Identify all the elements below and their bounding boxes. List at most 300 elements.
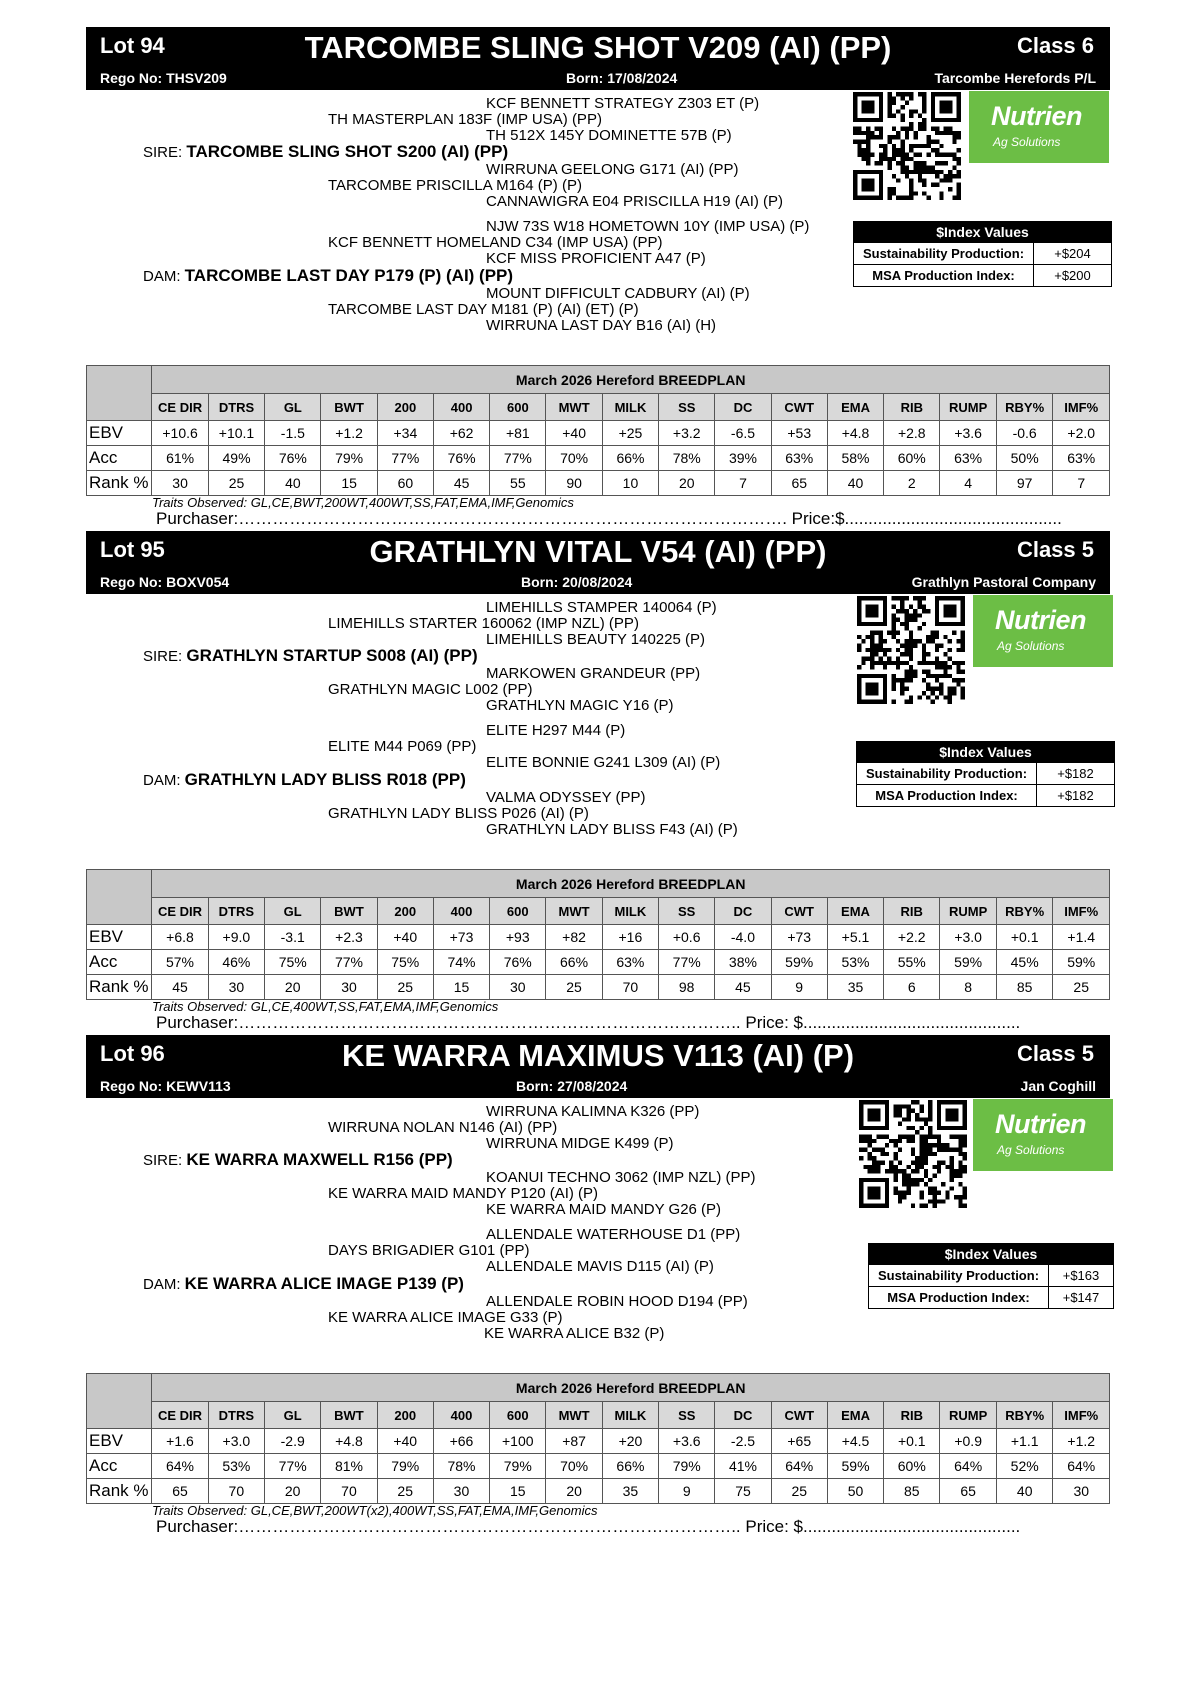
table-title: March 2026 Hereford BREEDPLAN [152, 870, 1110, 898]
column-header: RIB [884, 898, 940, 925]
column-header: DTRS [208, 898, 264, 925]
traits-observed: Traits Observed: GL,CE,BWT,200WT(x2),400WT,SS,FAT,EMA,IMF,Genomics [152, 1503, 598, 1518]
table-cell: 77% [265, 1454, 321, 1479]
column-header: MWT [546, 394, 602, 421]
table-cell: 64% [771, 1454, 827, 1479]
table-cell: 30 [490, 975, 546, 1000]
table-cell: 40 [827, 471, 883, 496]
row-label: Acc [87, 950, 152, 975]
table-cell: +0.1 [996, 925, 1053, 950]
table-corner [87, 1374, 152, 1429]
table-row [87, 950, 1110, 975]
logo-tagline: Ag Solutions [997, 639, 1065, 653]
table-cell: -4.0 [715, 925, 771, 950]
birth-date: Born: 17/08/2024 [566, 70, 678, 86]
table-cell: 25 [208, 471, 264, 496]
pedigree-sire-gg2: WIRRUNA MIDGE K499 (P) [486, 1135, 674, 1152]
lot-number: Lot 94 [100, 33, 165, 58]
table-cell: 30 [1053, 1479, 1110, 1504]
table-cell: +0.6 [659, 925, 715, 950]
table-cell: 64% [152, 1454, 208, 1479]
table-cell: 9 [771, 975, 827, 1000]
pedigree-sire-gg4: GRATHLYN MAGIC Y16 (P) [486, 697, 674, 714]
table-cell: 79% [490, 1454, 546, 1479]
index-row-sustainability [869, 1264, 1113, 1286]
lot-header [86, 27, 1110, 90]
traits-observed: Traits Observed: GL,CE,400WT,SS,FAT,EMA,IMF,Genomics [152, 999, 499, 1014]
table-cell: -3.1 [265, 925, 321, 950]
pedigree-dam-gg3: ALLENDALE ROBIN HOOD D194 (PP) [486, 1293, 748, 1310]
dam-prefix: DAM: [143, 1276, 185, 1293]
table-cell: 25 [377, 1479, 433, 1504]
lot-header [86, 531, 1110, 594]
table-cell: +5.1 [827, 925, 883, 950]
logo-tagline: Ag Solutions [997, 1143, 1065, 1157]
pedigree-sire-gg3: WIRRUNA GEELONG G171 (AI) (PP) [486, 161, 739, 178]
table-row [87, 1479, 1110, 1504]
table-cell: 63% [602, 950, 658, 975]
table-cell: +2.8 [884, 421, 940, 446]
table-cell: 45 [715, 975, 771, 1000]
column-header: MWT [546, 898, 602, 925]
logo-brand: Nutrien [991, 101, 1082, 131]
index-label: Sustainability Production: [854, 243, 1034, 264]
table-cell: 49% [208, 446, 264, 471]
table-cell: 79% [659, 1454, 715, 1479]
qr-code-icon[interactable] [857, 595, 965, 705]
column-header: RBY% [996, 394, 1053, 421]
index-values-box [856, 741, 1115, 807]
pedigree-dam-g1: DAYS BRIGADIER G101 (PP) [328, 1242, 530, 1259]
table-cell: 77% [659, 950, 715, 975]
column-header: CWT [771, 1402, 827, 1429]
column-header: MILK [602, 1402, 658, 1429]
table-cell: 76% [265, 446, 321, 471]
table-cell: +10.6 [152, 421, 208, 446]
class-label: Class 6 [1016, 33, 1094, 58]
index-row-msa [854, 264, 1111, 286]
index-value: +$200 [1054, 268, 1091, 283]
table-cell: 46% [208, 950, 264, 975]
table-cell: 7 [1053, 471, 1110, 496]
lot-card [86, 27, 1110, 528]
pedigree-sire-gg2: TH 512X 145Y DOMINETTE 57B (P) [486, 127, 732, 144]
index-label: MSA Production Index: [854, 265, 1034, 286]
table-cell: 60 [377, 471, 433, 496]
dam-name: KE WARRA ALICE IMAGE P139 (P) [184, 1274, 464, 1293]
table-cell: 59% [1053, 950, 1110, 975]
lot-card [86, 531, 1110, 1032]
animal-name: GRATHLYN VITAL V54 (AI) (PP) [369, 534, 827, 569]
table-row [87, 1429, 1110, 1454]
table-cell: 65 [152, 1479, 208, 1504]
table-cell: +2.3 [321, 925, 377, 950]
table-cell: +6.8 [152, 925, 208, 950]
column-header: RUMP [940, 1402, 997, 1429]
table-cell: 20 [265, 975, 321, 1000]
pedigree-sire-g2: GRATHLYN MAGIC L002 (PP) [328, 681, 533, 698]
table-cell: 85 [996, 975, 1053, 1000]
index-title: $Index Values [857, 742, 1114, 762]
table-cell: 77% [321, 950, 377, 975]
table-cell: +1.2 [321, 421, 377, 446]
pedigree-dam-g1: ELITE M44 P069 (PP) [328, 738, 477, 755]
table-cell: +3.0 [208, 1429, 264, 1454]
table-cell: 35 [602, 1479, 658, 1504]
table-cell: 4 [940, 471, 997, 496]
table-cell: 70 [321, 1479, 377, 1504]
table-cell: +81 [490, 421, 546, 446]
table-header-row [87, 1402, 1110, 1429]
table-cell: +65 [771, 1429, 827, 1454]
table-cell: 40 [996, 1479, 1053, 1504]
table-cell: 50% [996, 446, 1053, 471]
column-header: 400 [433, 898, 489, 925]
index-label: Sustainability Production: [869, 1265, 1049, 1286]
table-cell: +62 [433, 421, 489, 446]
table-cell: 30 [152, 471, 208, 496]
pedigree-sire [143, 648, 478, 664]
table-cell: 78% [433, 1454, 489, 1479]
column-header: BWT [321, 394, 377, 421]
index-row-msa [857, 784, 1114, 806]
column-header: 600 [490, 394, 546, 421]
rego-number: Rego No: KEWV113 [100, 1078, 231, 1094]
pedigree-dam [143, 1276, 464, 1292]
table-cell: +1.1 [996, 1429, 1053, 1454]
table-cell: -1.5 [265, 421, 321, 446]
table-cell: 76% [490, 950, 546, 975]
pedigree-dam-g2: KE WARRA ALICE IMAGE G33 (P) [328, 1309, 563, 1326]
table-cell: +1.4 [1053, 925, 1110, 950]
column-header: 600 [490, 1402, 546, 1429]
column-header: 200 [377, 394, 433, 421]
column-header: EMA [827, 1402, 883, 1429]
table-cell: 63% [1053, 446, 1110, 471]
column-header: RIB [884, 1402, 940, 1429]
nutrien-logo [973, 1099, 1113, 1171]
pedigree-sire-gg3: KOANUI TECHNO 3062 (IMP NZL) (PP) [486, 1169, 756, 1186]
pedigree-dam-gg1: ELITE H297 M44 (P) [486, 722, 626, 739]
table-cell: 63% [771, 446, 827, 471]
table-cell: 90 [546, 471, 602, 496]
table-cell: 9 [659, 1479, 715, 1504]
logo-brand: Nutrien [995, 605, 1086, 635]
table-cell: 53% [827, 950, 883, 975]
table-cell: 20 [546, 1479, 602, 1504]
table-cell: 76% [433, 446, 489, 471]
column-header: DTRS [208, 1402, 264, 1429]
nutrien-logo [969, 91, 1109, 163]
pedigree-sire [143, 1152, 453, 1168]
purchaser-line: Purchaser:……………………………………………………………………………………. Price:$.............................................. [156, 509, 1062, 528]
dam-prefix: DAM: [143, 772, 185, 789]
column-header: 200 [377, 1402, 433, 1429]
table-cell: +10.1 [208, 421, 264, 446]
table-corner [87, 870, 152, 925]
table-cell: 39% [715, 446, 771, 471]
index-value: +$163 [1062, 1268, 1100, 1283]
pedigree-dam-gg1: ALLENDALE WATERHOUSE D1 (PP) [486, 1226, 741, 1243]
lot-number: Lot 96 [100, 1041, 165, 1066]
table-cell: +25 [602, 421, 658, 446]
table-cell: 30 [433, 1479, 489, 1504]
index-label: MSA Production Index: [869, 1287, 1049, 1308]
pedigree-dam-g1: KCF BENNETT HOMELAND C34 (IMP USA) (PP) [328, 234, 663, 251]
column-header: CWT [771, 898, 827, 925]
pedigree-sire-gg1: WIRRUNA KALIMNA K326 (PP) [486, 1103, 700, 1120]
breedplan-table [86, 1373, 1110, 1504]
table-cell: +4.5 [827, 1429, 883, 1454]
table-cell: 75 [715, 1479, 771, 1504]
column-header: CE DIR [152, 898, 208, 925]
table-cell: 52% [996, 1454, 1053, 1479]
table-cell: +20 [602, 1429, 658, 1454]
table-cell: 63% [940, 446, 997, 471]
index-title: $Index Values [854, 222, 1111, 242]
row-label: Rank % [87, 975, 152, 1000]
table-row [87, 421, 1110, 446]
table-cell: 7 [715, 471, 771, 496]
row-label: EBV [87, 925, 152, 950]
column-header: RBY% [996, 898, 1053, 925]
table-cell: 57% [152, 950, 208, 975]
table-cell: 10 [602, 471, 658, 496]
table-cell: +3.6 [659, 1429, 715, 1454]
table-row [87, 471, 1110, 496]
table-cell: +40 [377, 1429, 433, 1454]
table-cell: 70 [602, 975, 658, 1000]
table-cell: 25 [546, 975, 602, 1000]
column-header: EMA [827, 898, 883, 925]
column-header: IMF% [1053, 1402, 1110, 1429]
table-cell: 77% [490, 446, 546, 471]
table-title-row [87, 366, 1110, 394]
column-header: MILK [602, 394, 658, 421]
column-header: 200 [377, 898, 433, 925]
column-header: MWT [546, 1402, 602, 1429]
pedigree-dam-gg2: ELITE BONNIE G241 L309 (AI) (P) [486, 754, 721, 771]
column-header: IMF% [1053, 898, 1110, 925]
breeder-name: Jan Coghill [1020, 1078, 1096, 1094]
pedigree-dam [143, 268, 513, 284]
pedigree-sire-gg4: CANNAWIGRA E04 PRISCILLA H19 (AI) (P) [486, 193, 784, 210]
column-header: GL [265, 898, 321, 925]
table-cell: 55 [490, 471, 546, 496]
index-value: +$147 [1062, 1290, 1100, 1305]
sire-name: GRATHLYN STARTUP S008 (AI) (PP) [186, 646, 478, 665]
pedigree-dam-gg1: NJW 73S W18 HOMETOWN 10Y (IMP USA) (P) [486, 218, 810, 235]
table-cell: 35 [827, 975, 883, 1000]
table-cell: 38% [715, 950, 771, 975]
table-cell: 74% [433, 950, 489, 975]
pedigree-sire-g1: WIRRUNA NOLAN N146 (AI) (PP) [328, 1119, 558, 1136]
pedigree-sire-gg2: LIMEHILLS BEAUTY 140225 (P) [486, 631, 705, 648]
table-cell: 97 [996, 471, 1053, 496]
table-cell: +0.1 [884, 1429, 940, 1454]
table-header-row [87, 394, 1110, 421]
column-header: RBY% [996, 1402, 1053, 1429]
traits-observed: Traits Observed: GL,CE,BWT,200WT,400WT,SS,FAT,EMA,IMF,Genomics [152, 495, 574, 510]
lot-card [86, 1035, 1110, 1536]
qr-code-icon[interactable] [859, 1099, 967, 1209]
table-cell: 66% [602, 446, 658, 471]
index-row-sustainability [854, 242, 1111, 264]
dam-name: TARCOMBE LAST DAY P179 (P) (AI) (PP) [184, 266, 514, 285]
table-cell: 59% [771, 950, 827, 975]
column-header: IMF% [1053, 394, 1110, 421]
rego-number: Rego No: BOXV054 [100, 574, 230, 590]
table-cell: +66 [433, 1429, 489, 1454]
index-values-box [853, 221, 1112, 287]
column-header: DC [715, 1402, 771, 1429]
breeder-name: Tarcombe Herefords P/L [934, 70, 1096, 86]
table-cell: +1.6 [152, 1429, 208, 1454]
table-cell: 65 [771, 471, 827, 496]
dam-prefix: DAM: [143, 268, 185, 285]
sire-name: TARCOMBE SLING SHOT S200 (AI) (PP) [186, 142, 509, 161]
table-cell: +87 [546, 1429, 602, 1454]
pedigree-sire-gg1: KCF BENNETT STRATEGY Z303 ET (P) [486, 95, 760, 112]
pedigree-sire [143, 144, 508, 160]
table-cell: 59% [940, 950, 997, 975]
table-title: March 2026 Hereford BREEDPLAN [152, 366, 1110, 394]
pedigree-dam-g2: TARCOMBE LAST DAY M181 (P) (AI) (ET) (P) [328, 301, 639, 318]
column-header: 400 [433, 1402, 489, 1429]
column-header: DTRS [208, 394, 264, 421]
sire-name: KE WARRA MAXWELL R156 (PP) [186, 1150, 453, 1169]
index-row-msa [869, 1286, 1113, 1308]
index-values-box [868, 1243, 1114, 1309]
table-cell: 70% [546, 1454, 602, 1479]
table-cell: 66% [602, 1454, 658, 1479]
table-cell: +16 [602, 925, 658, 950]
qr-code-icon[interactable] [853, 91, 961, 201]
animal-name: KE WARRA MAXIMUS V113 (AI) (P) [341, 1038, 855, 1073]
pedigree-dam-gg4: GRATHLYN LADY BLISS F43 (AI) (P) [486, 821, 738, 838]
table-cell: 61% [152, 446, 208, 471]
table-cell: +82 [546, 925, 602, 950]
class-label: Class 5 [1016, 537, 1094, 562]
pedigree-dam [143, 772, 466, 788]
table-header-row [87, 898, 1110, 925]
pedigree-dam-gg2: KCF MISS PROFICIENT A47 (P) [486, 250, 706, 267]
table-cell: 70 [208, 1479, 264, 1504]
table-cell: 66% [546, 950, 602, 975]
index-label: Sustainability Production: [857, 763, 1037, 784]
table-cell: +73 [433, 925, 489, 950]
row-label: EBV [87, 421, 152, 446]
table-cell: 60% [884, 446, 940, 471]
table-corner [87, 366, 152, 421]
table-cell: 50 [827, 1479, 883, 1504]
row-label: Rank % [87, 471, 152, 496]
table-cell: +3.6 [940, 421, 997, 446]
sire-prefix: SIRE: [143, 144, 187, 161]
index-label: MSA Production Index: [857, 785, 1037, 806]
table-cell: 25 [377, 975, 433, 1000]
purchaser-line: Purchaser:…………………………………………………………………………….. Price: $.............................................. [156, 1013, 1021, 1032]
table-cell: -0.6 [996, 421, 1053, 446]
purchaser-line: Purchaser:…………………………………………………………………………….. Price: $.............................................. [156, 1517, 1021, 1536]
index-value: +$182 [1057, 788, 1094, 803]
table-cell: +93 [490, 925, 546, 950]
pedigree-sire-g2: KE WARRA MAID MANDY P120 (AI) (P) [328, 1185, 599, 1202]
column-header: CE DIR [152, 1402, 208, 1429]
table-cell: +4.8 [321, 1429, 377, 1454]
column-header: GL [265, 1402, 321, 1429]
lot-header [86, 1035, 1110, 1098]
column-header: RUMP [940, 898, 997, 925]
row-label: Rank % [87, 1479, 152, 1504]
table-cell: 64% [940, 1454, 997, 1479]
column-header: EMA [827, 394, 883, 421]
table-cell: 64% [1053, 1454, 1110, 1479]
table-cell: 15 [433, 975, 489, 1000]
column-header: 400 [433, 394, 489, 421]
column-header: BWT [321, 898, 377, 925]
table-cell: 58% [827, 446, 883, 471]
table-cell: +40 [377, 925, 433, 950]
pedigree-sire-g1: TH MASTERPLAN 183F (IMP USA) (PP) [328, 111, 602, 128]
pedigree-dam-gg3: VALMA ODYSSEY (PP) [486, 789, 646, 806]
table-cell: 15 [321, 471, 377, 496]
index-value: +$182 [1057, 766, 1094, 781]
table-cell: 70% [546, 446, 602, 471]
column-header: SS [659, 1402, 715, 1429]
table-cell: 55% [884, 950, 940, 975]
table-cell: 6 [884, 975, 940, 1000]
column-header: RUMP [940, 394, 997, 421]
table-cell: 59% [827, 1454, 883, 1479]
pedigree-sire-gg4: KE WARRA MAID MANDY G26 (P) [486, 1201, 722, 1218]
table-row [87, 446, 1110, 471]
sire-prefix: SIRE: [143, 648, 187, 665]
table-cell: +53 [771, 421, 827, 446]
table-cell: +34 [377, 421, 433, 446]
table-cell: 79% [321, 446, 377, 471]
table-cell: 20 [659, 471, 715, 496]
table-cell: 65 [940, 1479, 997, 1504]
pedigree-dam-g2: GRATHLYN LADY BLISS P026 (AI) (P) [328, 805, 589, 822]
table-title-row [87, 1374, 1110, 1402]
index-value: +$204 [1054, 246, 1091, 261]
animal-name: TARCOMBE SLING SHOT V209 (AI) (PP) [304, 30, 892, 65]
table-cell: +4.8 [827, 421, 883, 446]
column-header: RIB [884, 394, 940, 421]
table-cell: +2.0 [1053, 421, 1110, 446]
table-cell: 75% [377, 950, 433, 975]
table-cell: 2 [884, 471, 940, 496]
table-cell: 15 [490, 1479, 546, 1504]
table-row [87, 925, 1110, 950]
column-header: CE DIR [152, 394, 208, 421]
table-cell: 81% [321, 1454, 377, 1479]
table-cell: +3.2 [659, 421, 715, 446]
breedplan-table [86, 365, 1110, 496]
pedigree-dam-gg2: ALLENDALE MAVIS D115 (AI) (P) [486, 1258, 714, 1275]
table-cell: 85 [884, 1479, 940, 1504]
table-cell: +9.0 [208, 925, 264, 950]
nutrien-logo [973, 595, 1113, 667]
logo-brand: Nutrien [995, 1109, 1086, 1139]
table-cell: 30 [208, 975, 264, 1000]
table-cell: 78% [659, 446, 715, 471]
table-row [87, 1454, 1110, 1479]
table-cell: +0.9 [940, 1429, 997, 1454]
table-cell: -6.5 [715, 421, 771, 446]
table-cell: +1.2 [1053, 1429, 1110, 1454]
